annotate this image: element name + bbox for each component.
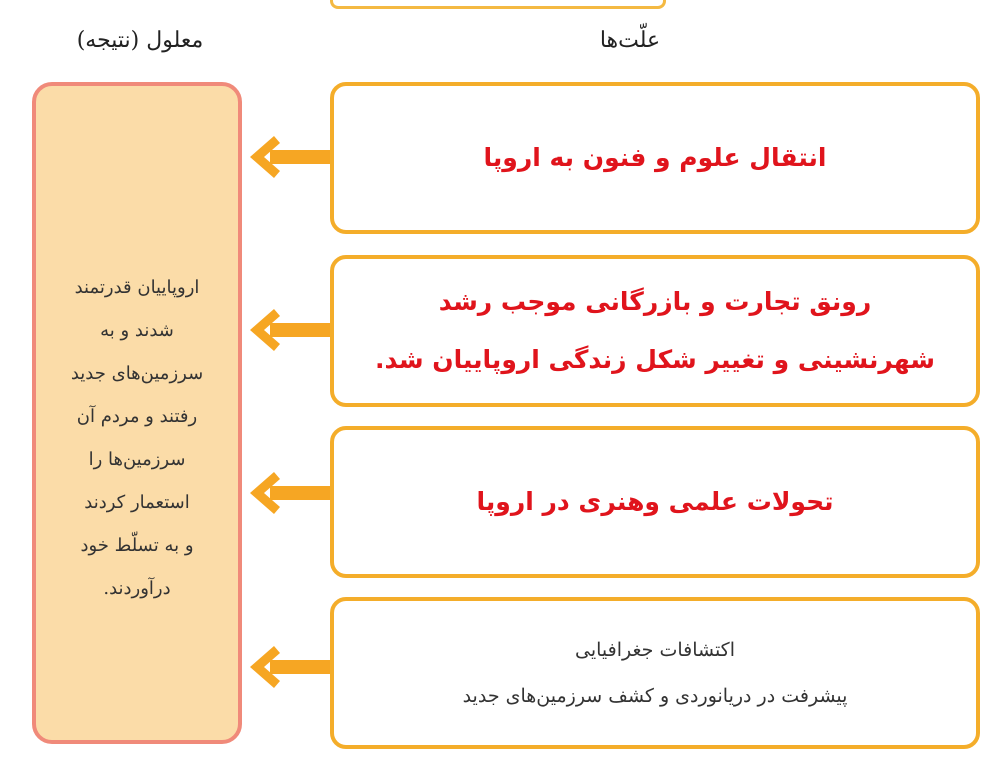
effect-line: و به تسلّط خود — [80, 535, 194, 556]
arrow-icon — [244, 468, 330, 518]
effect-line: سرزمین‌ها را — [88, 449, 186, 470]
effect-line: رفتند و مردم آن — [76, 406, 198, 427]
effect-line: درآوردند. — [103, 578, 171, 599]
arrow-icon — [244, 642, 330, 692]
arrow-icon — [244, 305, 330, 355]
cause-1-line: انتقال علوم و فنون به اروپا — [483, 143, 827, 172]
arrow-icon — [244, 132, 330, 182]
cause-box-4 — [330, 597, 980, 749]
cause-4-line: پیشرفت در دریانوردی و کشف سرزمین‌های جدید — [462, 685, 848, 707]
effect-line: سرزمین‌های جدید — [70, 363, 204, 384]
cause-box-1 — [330, 82, 980, 234]
cause-4-line: اکتشافات جغرافیایی — [575, 639, 735, 661]
effect-box — [32, 82, 242, 744]
effect-line: شدند و به — [100, 320, 174, 341]
cause-2-line: شهرنشینی و تغییر شکل زندگی اروپاییان شد. — [375, 345, 935, 374]
cause-3-line: تحولات علمی وهنری در اروپا — [476, 487, 834, 516]
cause-box-3 — [330, 426, 980, 578]
effect-text — [36, 266, 238, 610]
effect-line: استعمار کردند — [84, 492, 190, 513]
causes-header: علّت‌ها — [599, 28, 661, 53]
effect-header: معلول (نتیجه) — [76, 28, 204, 53]
cause-2-line: رونق تجارت و بازرگانی موجب رشد — [438, 287, 872, 316]
effect-line: اروپاییان قدرتمند — [74, 277, 200, 298]
cause-box-2 — [330, 255, 980, 407]
top-border-decoration — [330, 0, 666, 9]
